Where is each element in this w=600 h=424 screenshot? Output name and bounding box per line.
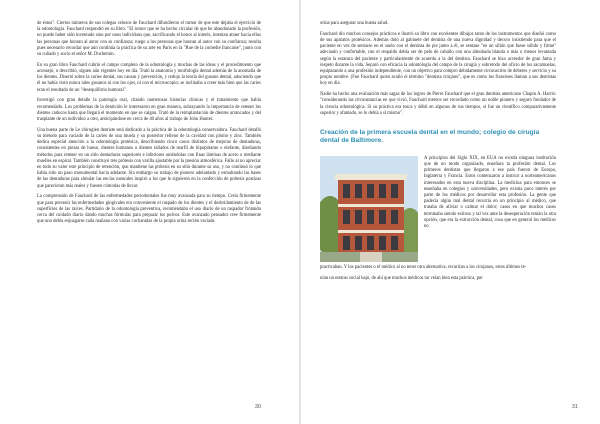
building-window bbox=[343, 184, 350, 198]
building-photo bbox=[320, 156, 418, 262]
building-window bbox=[379, 184, 386, 198]
building-window bbox=[367, 184, 374, 198]
section-heading: Creación de la primera escuela dental en el mundo; colegio de cirugía dental de Baltimore. bbox=[320, 129, 540, 145]
left-text-column bbox=[37, 21, 261, 230]
paragraph: nían un estatus social bajo, de ahí que muchos médicos no veían bien esta práctica, por bbox=[320, 275, 483, 281]
building-photo-image bbox=[320, 156, 418, 262]
paragraph: Fauchard dio muchos consejos prácticos e ilustró su libro con excelentes dibujos tanto de los instrumentos que diseñó como de sus aparatos protésicos. Además dotó al gabinete del dentista de una nueva dignidad y decoro insistiendo para que el paciente en vez de sentarse en el suelo con el dentista de pie junto a él, se sentase "en un sillón que fuese sólido y firme" adecuado y confortable, con el respaldo debía ser de pelo de caballo con una almohada blanda o más o menos levantada según la estatura del paciente y particularmente de acuerdo a la del dentista. Fauchard se hizo acreedor de gran fama y respeto durante la vida. Separó con eficacia la odontología del campo de la cirugía y sobretodo del oficio de los sacamuelas, equiparando a una profesión independiente, con un objetivo para compro debidamente circunscrito de deberes y servicio y su propio nombre. (Fue Fauchard quien acuñó el término "dentista cirujano", que es como los franceses llaman a sus dentistas hoy en día. bbox=[320, 31, 556, 87]
building-window bbox=[367, 236, 374, 250]
paragraph: de éstos". Ciertos números de sus colegas celosos de Fauchard difundieron el rumor de que este dejaba el ejercicio de la odontología. Fauchard respondió en su libro. "El rumor que se ha hecho circular de que he abandonado la profesión, no puede haber sido inventado sino por unos individuos que, sacrificando el honor al interés, intentan atraer hacia ellos las personas que honran al autor con su confianza; ruego a los personas que honran al autor con su confianza; resulta pues necesario recordar que aún continúa la práctica de su arte en París en la "Rue de la comedie francaise", junto con su cuñado y socio el señor M. Duchemin. bbox=[37, 21, 261, 58]
building-window bbox=[343, 210, 350, 224]
building-window bbox=[391, 210, 398, 224]
paragraph: La comprensión de Fauchard de las enfermedades periodontales fue muy avanzada para su tiempo. Creía firmemente que para prevenir las enfermedades gingivales era conveniente el raspado de los dientes y el desbridamiento de de las superficies de las raíces. Partidario de la odontología preventiva, recomendaba el uso diario de un raspador frotando cerca del cuidado diario dando muchas fórmulas para preparar los polvos. Este avanzado pensador cree firmemente que uno debía enjuagarse cada mañana con varias cucharadas de la propia orina recién vaciada bbox=[37, 194, 261, 225]
page-number: 30 bbox=[254, 404, 261, 410]
page-number: 31 bbox=[571, 404, 578, 410]
building-window bbox=[367, 210, 374, 224]
building-window bbox=[343, 236, 350, 250]
building-window bbox=[379, 210, 386, 224]
paragraph: A principios del Siglo XIX, en EUA no existía ninguna institución que de un modo organizado, enseñara la profesión dental. Los primeros dentistas que llegaron a ese país fueron de Europa, Inglaterra y Francia. Estos comenzaron a instruir a norteamericanos interesados en esta nueva disciplina. La medicina para entonces se enseñaba en colegios y universidades, pero existía poco interés por parte de los médicos por desarrollar esta profesión. La gente que padecía algún mal dental recurría en un principio al médico, que trataba de aliviar o calmar el dolor; casos en que muchos casos terminaba siendo exitoso y tal vez ante la desesperación tenían la otra opción, que era la extracción dental, cosa que en general los médicos no bbox=[424, 155, 556, 230]
building-window bbox=[355, 236, 362, 250]
figure-side-text bbox=[424, 156, 556, 262]
paragraph: orina para asegurar una buena salud. bbox=[320, 21, 389, 26]
building-window bbox=[391, 184, 398, 198]
paragraph: Una buena parte de Le chirugien dentiste está dedicado a la práctica de la odontología conservadora. Fauchard detalló su método para vaciado de la caries de una muela y su posterior relleno de la cavidad con plomo y zinc. También dedica especial atención a la odontología protésica, describiendo cinco casos distintos de mejoras de dentaduras, consistentes en piezas de hueso, dientes humanos o dientes tallados de marfil de hipopótamo o elefante, diseñando métodos para retener en un sitio dentaduras superiores e inferiores uniéndolas con finas láminas de acero o mediante muelles en espiral. También construyó tres prótesis con varilla ajustable por la presión atmosférica. Fallo al no apreciar en todo su valor este principio de retención, que mantiene las prótesis en su sitio durante su uso, y no continuó lo que había sido un paso monumental hacia adelante. Sin embargo su trabajo de pionero adelantado y esmaltando las bases de las dentaduras para simular las encías naturales inspiró a los que le siguieron en la confección de prótesis postizas que parecieran más reales y fuesen cómodas de llevar. bbox=[37, 127, 261, 189]
building-window bbox=[355, 184, 362, 198]
building-window bbox=[379, 236, 386, 250]
paragraph: Investigó con gran detalle la patología oral, citando numerosas historias clínicas y el tratamiento que había recomendado. Los problemas de la dentición le interesaron en gran manera, subrayando la importancia de retener los dientes caducos hasta que llegará el momento en que se caigan. Trató de la reimplantación de dientes arrancados y del trasplante de un individuo a otro, anticipándose en cerca de 40 años al trabajo de John Hunter. bbox=[37, 98, 261, 123]
figure-row bbox=[320, 156, 556, 262]
paragraph: practicaban. Y los pacientes o el médico al no tener otra alternativa, recurrían a los cirujanos, estos últimos te- bbox=[320, 264, 527, 270]
right-page bbox=[301, 0, 600, 424]
right-text-column bbox=[320, 21, 556, 286]
paragraph: En su gran libro Fauchard cubrió el campo completo de la odontología y muchas de las ideas y el procedimiento que aconsejó, o describió, siguen aún vigentes hoy en día. Trató la anatomía y morfología dental además de la anomalía de los dientes. Disertó sobre la caries dental, sus causas y prevención, y redujo la teoría del gusano dental, aduciendo que él no había visto nunca tales gusanos ni con los ojos, ni con el microscopio; se inclinaba a creer más bien que las caries eran el resultado de un "desequilibrio humoral". bbox=[37, 62, 261, 93]
left-page bbox=[0, 0, 299, 424]
building-window bbox=[391, 236, 398, 250]
building-window bbox=[355, 210, 362, 224]
paragraph: Nadie ha hecho una evaluación más sagaz de los logros de Pierre Fauchard que el gran dentista americano Chapin A. Harris: "considerando las circunstancias en que vivió, Fauchard merece ser recordado como un noble pionero y seguro fundador de la ciencia odontológica. Si su práctica era tosca y débil en algunos de sus tiempos, si fue un científico comparativamente superior y afamado, se lo debía a sí mismo". bbox=[320, 92, 556, 116]
